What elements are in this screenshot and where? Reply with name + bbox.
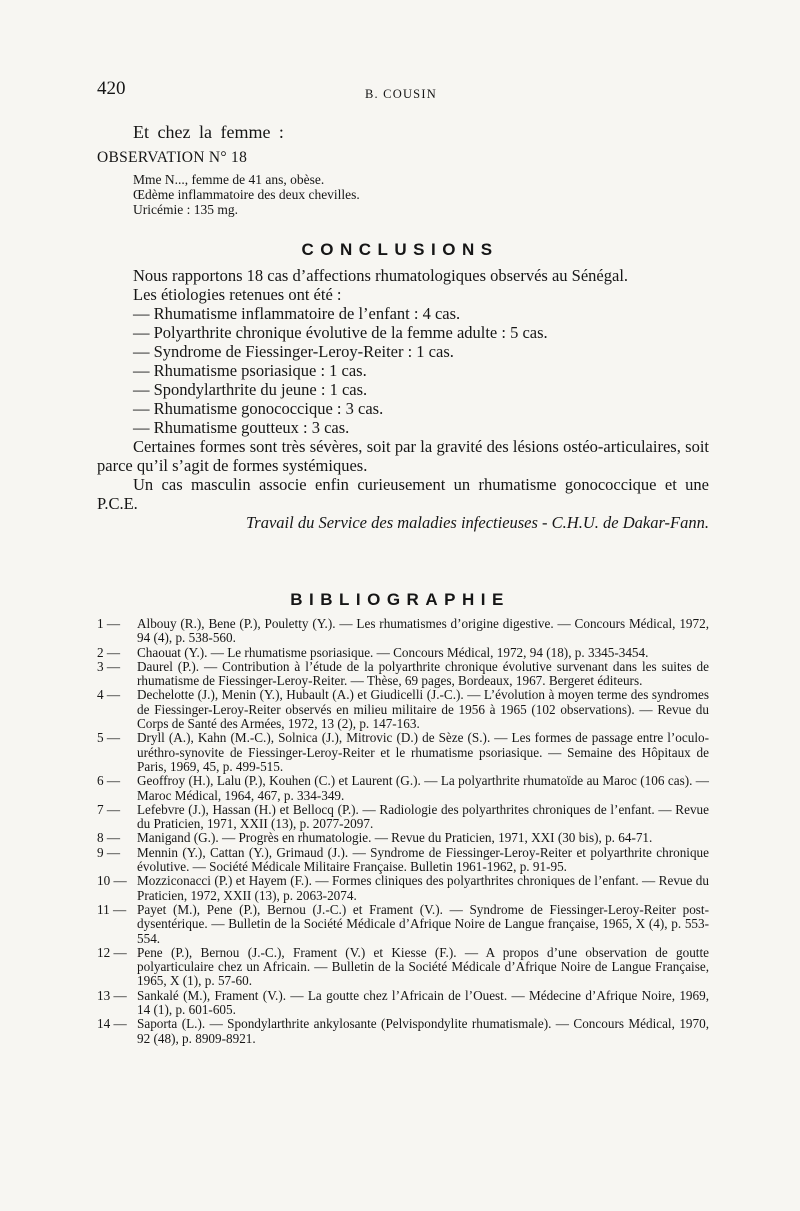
intro-line: Et chez la femme : — [133, 122, 284, 142]
bibliography-title: BIBLIOGRAPHIE — [290, 590, 510, 609]
list-item: — Rhumatisme gonococcique : 3 cas. — [133, 399, 709, 418]
reference-number: 12 — — [97, 944, 127, 960]
conclusions-paragraph: Un cas masculin associe enfin curieusement un rhumatisme gonococcique et une P.C.E. — [97, 475, 709, 513]
conclusions-section — [97, 266, 709, 532]
reference-number: 14 — — [97, 1016, 127, 1032]
reference-number: 11 — — [97, 901, 127, 917]
reference-text: Saporta (L.). — Spondylarthrite ankylosante (Pelvispondylite rhumatismale). — Concours Médical, 1970, 92 (48), p. 8909-8921. — [137, 1016, 709, 1046]
reference-number: 13 — — [97, 987, 127, 1003]
reference-number: 2 — — [97, 644, 121, 660]
reference-text: Manigand (G.). — Progrès en rhumatologie. — Revue du Praticien, 1971, XXI (30 bis), p. 64-71. — [137, 830, 653, 846]
observation-details — [133, 172, 707, 217]
reference-number: 1 — — [97, 616, 121, 631]
reference-entry — [97, 831, 709, 845]
reference-entry — [97, 989, 709, 1018]
bibliography-list — [97, 617, 709, 1046]
conclusions-title: CONCLUSIONS — [301, 240, 499, 259]
reference-entry — [97, 803, 709, 832]
observation-detail-line: Œdème inflammatoire des deux chevilles. — [133, 187, 360, 202]
conclusions-paragraph: Certaines formes sont très sévères, soit par la gravité des lésions ostéo-articulaires, soit parce qu’il s’agit de formes systémiques. — [97, 437, 709, 475]
list-item: — Spondylarthrite du jeune : 1 cas. — [133, 380, 709, 399]
reference-entry — [97, 874, 709, 903]
list-item: — Rhumatisme inflammatoire de l’enfant : 4 cas. — [133, 304, 709, 323]
observation-detail-line: Uricémie : 135 mg. — [133, 202, 238, 217]
etiology-list — [97, 304, 709, 437]
reference-text: Geoffroy (H.), Lalu (P.), Kouhen (C.) et Laurent (G.). — La polyarthrite rhumatoïde au Maroc (106 cas). — Maroc Médical, 1964, 467, p. 334-349. — [137, 773, 709, 803]
observation-detail-line: Mme N..., femme de 41 ans, obèse. — [133, 172, 325, 187]
page-header — [97, 78, 707, 108]
reference-number: 9 — — [97, 844, 121, 860]
reference-text: Sankalé (M.), Frament (V.). — La goutte chez l’Africain de l’Ouest. — Médecine d’Afrique Noire, 1969, 14 (1), p. 601-605. — [137, 987, 709, 1018]
list-item: — Polyarthrite chronique évolutive de la femme adulte : 5 cas. — [133, 323, 709, 342]
list-item: — Rhumatisme psoriasique : 1 cas. — [133, 361, 709, 380]
reference-entry — [97, 731, 709, 774]
reference-number: 3 — — [97, 658, 121, 674]
list-item: — Rhumatisme goutteux : 3 cas. — [133, 418, 709, 437]
reference-entry — [97, 646, 709, 660]
reference-text: Lefebvre (J.), Hassan (H.) et Bellocq (P.). — Radiologie des polyarthrites chroniques de l’enfant. — Revue du Praticien, 1971, XXII (13), p. 2077-2097. — [137, 801, 709, 832]
reference-number: 6 — — [97, 773, 121, 789]
reference-text: Payet (M.), Pene (P.), Bernou (J.-C.) et Frament (V.). — Syndrome de Fiessinger-Leroy-Reiter post-dysentérique. — Bulletin de la Société Médicale d’Afrique Noire de Langue française, 1965, X (4), p. 553-554. — [137, 901, 709, 946]
reference-number: 10 — — [97, 873, 127, 889]
reference-text: Dechelotte (J.), Menin (Y.), Hubault (A.) et Giudicelli (J.-C.). — L’évolution à moyen terme des syndromes de Fiessinger-Leroy-Reiter observés en milieu militaire de 1956 à 1965 (102 observations). — Revue du Corps de Santé des Armées, 1972, 13 (2), p. 147-163. — [137, 687, 709, 732]
reference-number: 7 — — [97, 801, 121, 817]
reference-text: Albouy (R.), Bene (P.), Pouletty (Y.). — Les rhumatismes d’origine digestive. — Concours Médical, 1972, 94 (4), p. 538-560. — [137, 616, 709, 646]
reference-entry — [97, 903, 709, 946]
reference-entry — [97, 846, 709, 875]
page-number: 420 — [97, 78, 126, 99]
reference-entry — [97, 617, 709, 646]
affiliation-credit: Travail du Service des maladies infectieuses - C.H.U. de Dakar-Fann. — [246, 513, 709, 532]
reference-text: Mozziconacci (P.) et Hayem (F.). — Formes cliniques des polyarthrites chroniques de l’enfant. — Revue du Praticien, 1972, XXII (13), p. 2063-2074. — [137, 873, 709, 903]
reference-entry — [97, 946, 709, 989]
observation-heading: OBSERVATION N° 18 — [97, 149, 248, 166]
reference-number: 8 — — [97, 830, 121, 846]
list-item: — Syndrome de Fiessinger-Leroy-Reiter : 1 cas. — [133, 342, 709, 361]
reference-entry — [97, 660, 709, 689]
reference-text: Daurel (P.). — Contribution à l’étude de la polyarthrite chronique évolutive survenant dans les suites de rhumatisme de Fiessinger-Leroy-Reiter. — Thèse, 69 pages, Bordeaux, 1967. Bergeret éditeurs. — [137, 658, 709, 689]
reference-text: Pene (P.), Bernou (J.-C.), Frament (V.) et Kiesse (F.). — A propos d’une observation de goutte polyarticulaire chez un Africain. — Bulletin de la Société Médicale d’Afrique Noire de Langue Française, 1965, X (1), p. 57-60. — [137, 944, 709, 989]
running-head: B. COUSIN — [365, 87, 437, 101]
conclusions-paragraph: Nous rapportons 18 cas d’affections rhumatologiques observés au Sénégal. — [133, 266, 629, 285]
conclusions-paragraph: Les étiologies retenues ont été : — [133, 285, 342, 304]
reference-number: 5 — — [97, 730, 121, 746]
reference-entry — [97, 1017, 709, 1046]
observation-section — [97, 122, 707, 217]
reference-text: Mennin (Y.), Cattan (Y.), Grimaud (J.). — Syndrome de Fiessinger-Leroy-Reiter et polyarthrite chronique évolutive. — Société Médicale Militaire Française. Bulletin 1961-1962, p. 91-95. — [137, 844, 709, 875]
reference-number: 4 — — [97, 687, 121, 703]
reference-entry — [97, 774, 709, 803]
reference-text: Chaouat (Y.). — Le rhumatisme psoriasique. — Concours Médical, 1972, 94 (18), p. 3345-3454. — [137, 644, 649, 660]
reference-entry — [97, 688, 709, 731]
reference-text: Dryll (A.), Kahn (M.-C.), Solnica (J.), Mitrovic (D.) de Sèze (S.). — Les formes de passage entre l’oculo-uréthro-synovite de Fiessinger-Leroy-Reiter et le rhumatisme psoriasique. — Semaine des Hôpitaux de Paris, 1969, 45, p. 499-515. — [137, 730, 709, 774]
